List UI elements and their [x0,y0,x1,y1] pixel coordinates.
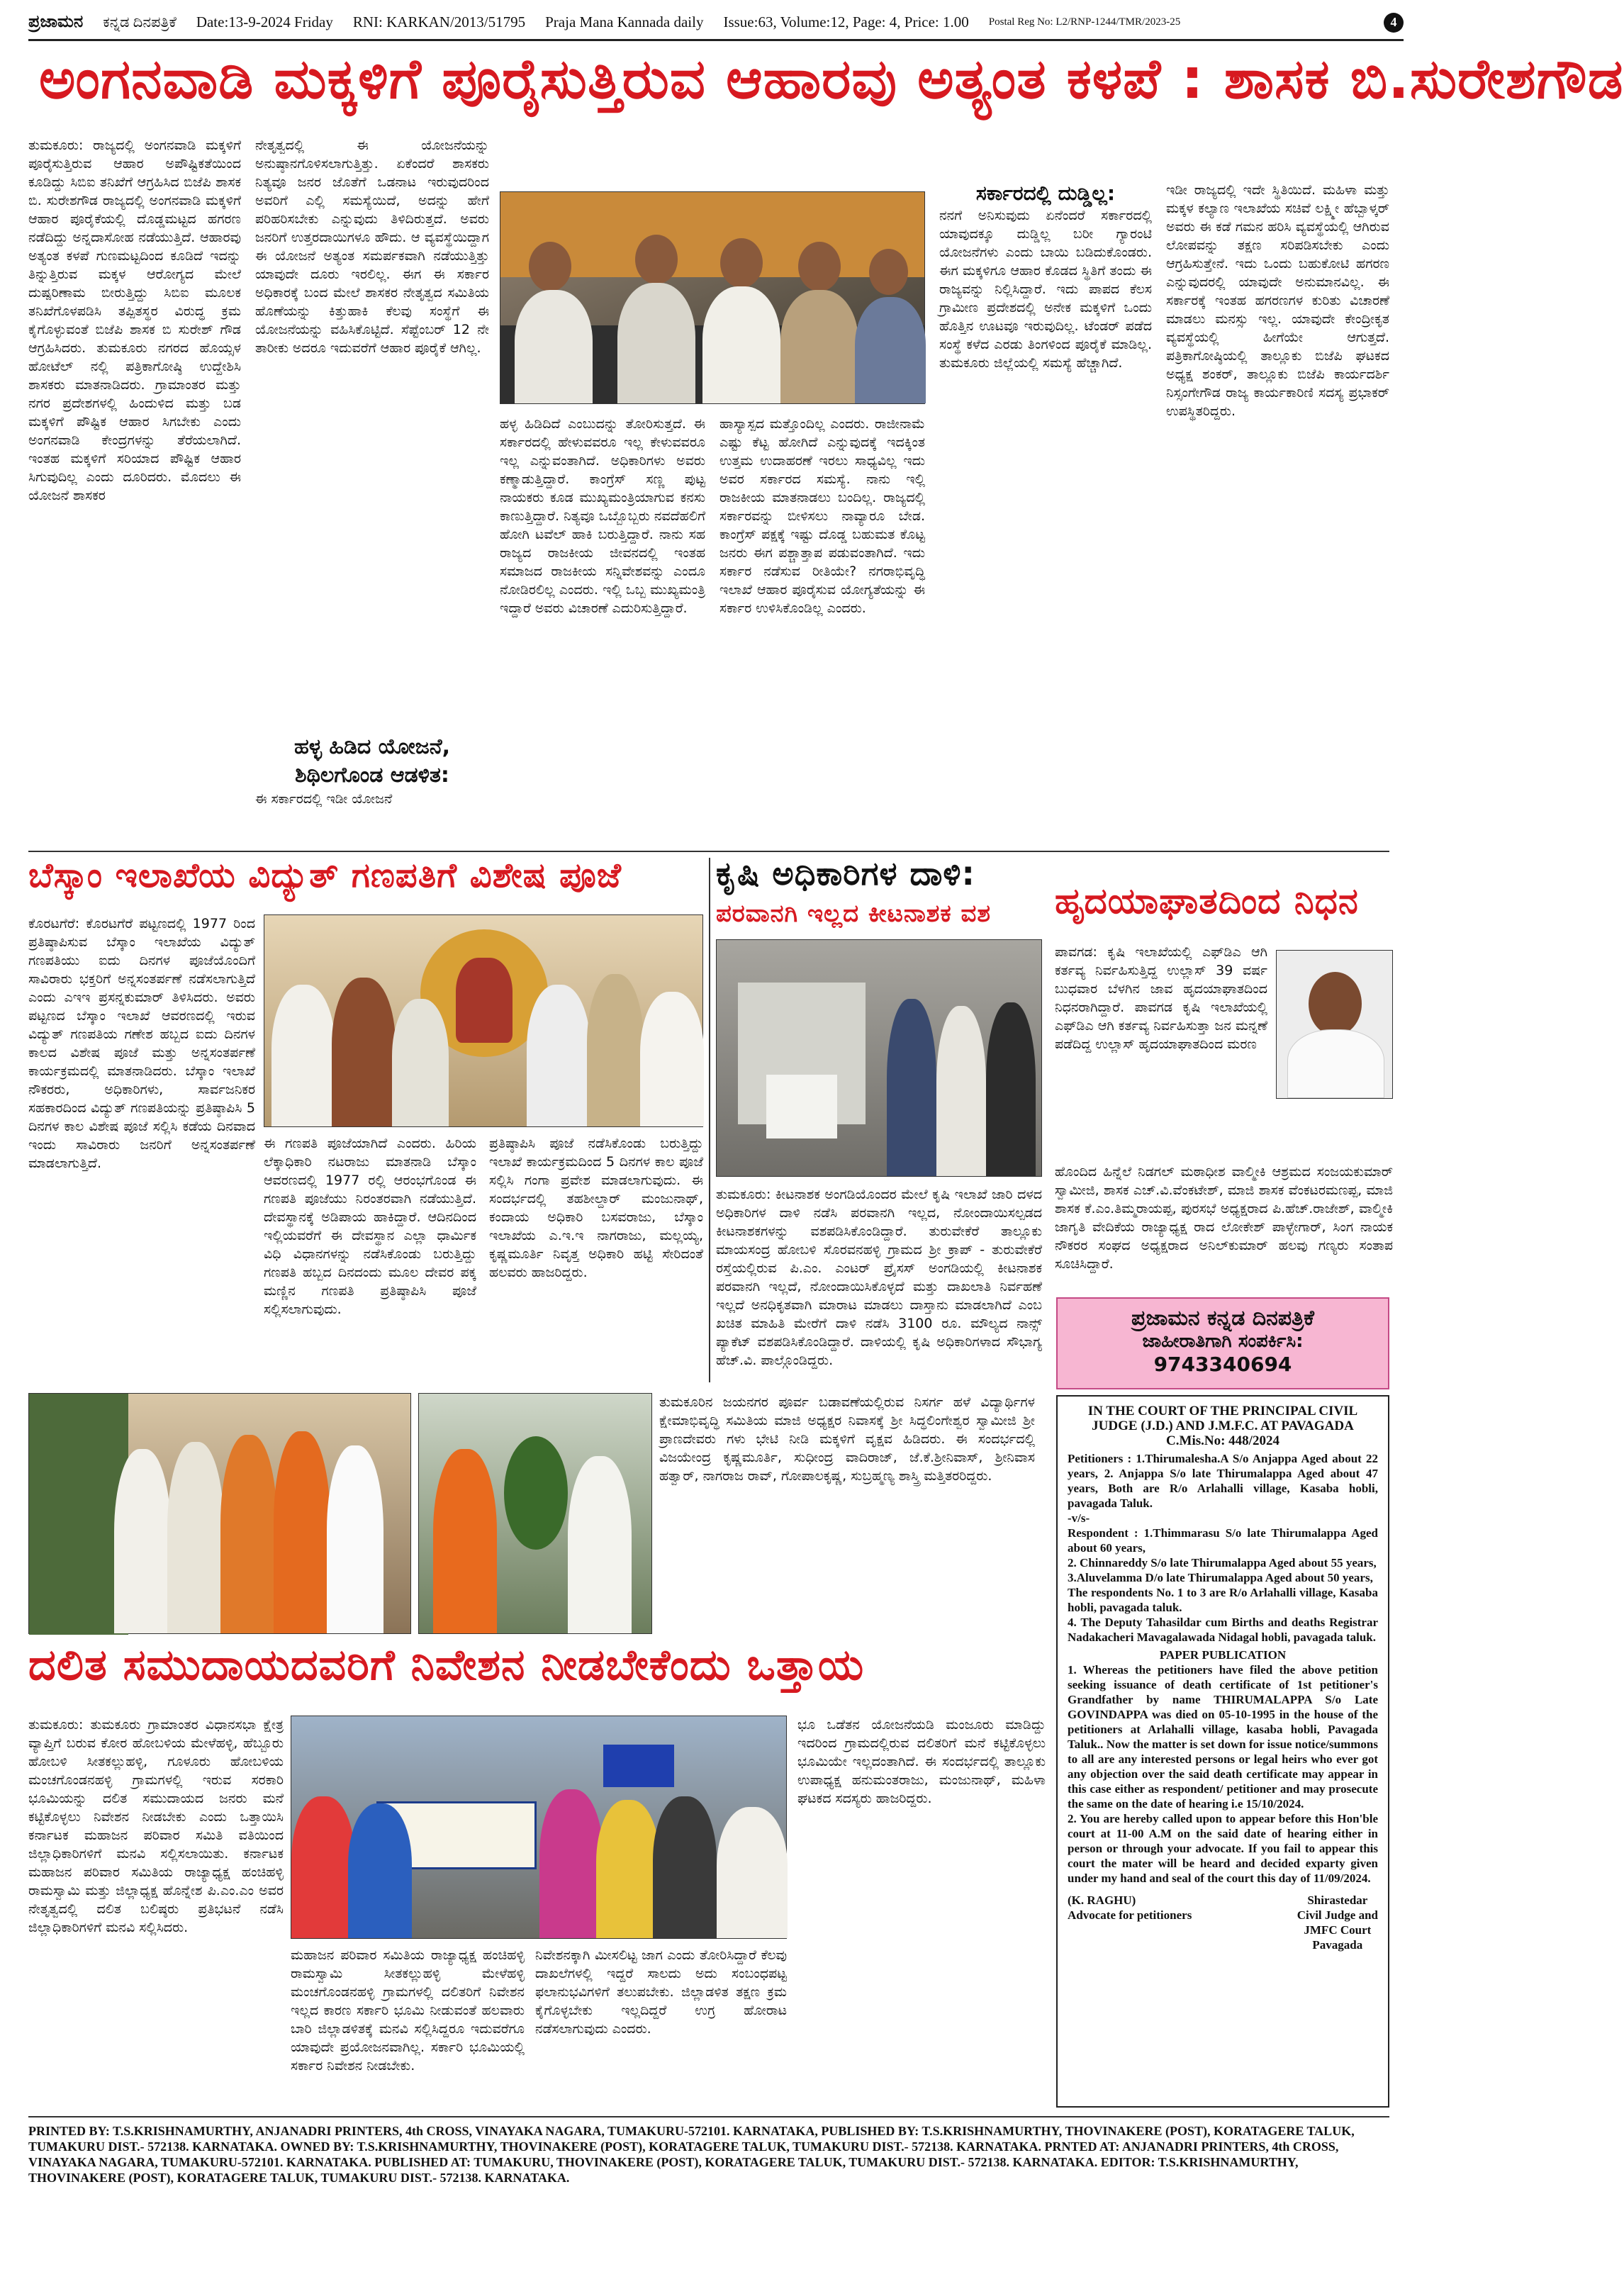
main-story-col-2: ನೇತೃತ್ವದಲ್ಲಿ ಈ ಯೋಜನೆಯನ್ನು ಅನುಷ್ಠಾನಗೊಳಿಸಲಾಗುತ್ತಿತ್ತು. ಏಕೆಂದರೆ ಶಾಸಕರು ನಿತ್ಯವೂ ಜನರ ಜೊತೆಗೆ ಒಡನಾಟ ಇರುವುದರಿಂದ ಅವರಿಗೆ ಎಲ್ಲಿ ಸಮಸ್ಯೆಯಿದೆ, ಅದನ್ನು ಹೇಗೆ ಪರಿಹರಿಸಬೇಕು ಎನ್ನುವುದು ತಿಳಿದಿರುತ್ತದೆ. ಅವರು ಜನರಿಗೆ ಉತ್ತರದಾಯಿಗಳೂ ಹೌದು. ಆ ವ್ಯವಸ್ಥೆಯಿದ್ದಾಗ ಈ ಯೋಜನೆ ಅತ್ಯಂತ ಸಮರ್ಪಕವಾಗಿ ನಡೆಯುತ್ತಿತ್ತು ಯಾವುದೇ ದೂರು ಇರಲಿಲ್ಲ. ಈಗ ಈ ಸರ್ಕಾರ ಅಧಿಕಾರಕ್ಕೆ ಬಂದ ಮೇಲೆ ಶಾಸಕರ ನೇತೃತ್ವದ ಸಮಿತಿಯ ಹೊಣೆಯನ್ನು ಕಿತ್ತುಹಾಕಿ ಕೆಲವು ಸಂಸ್ಥೆಗೆ ಈ ಯೋಜನೆಯನ್ನು ವಹಿಸಿಕೊಟ್ಟಿದೆ. ಸೆಪ್ಟೆಂಬರ್ 12 ನೇ ತಾರೀಕು ಅದರೂ ಇದುವರೆಗೆ ಆಹಾರ ಪೂರೈಕೆ ಆಗಿಲ್ಲ. [255,138,489,356]
main-story-col-4: ಹಾಸ್ಯಾಸ್ಪದ ಮತ್ತೊಂದಿಲ್ಲ ಎಂದರು. ರಾಜೀನಾಮೆ ಎಷ್ಟು ಕೆಟ್ಟ ಹೋಗಿದೆ ಎನ್ನುವುದಕ್ಕೆ ಇದಕ್ಕಿಂತ ಉತ್ತಮ ಉದಾಹರಣೆ ಇರಲು ಸಾಧ್ಯವಿಲ್ಲ ಇದು ಅವರ ಸರ್ಕಾರದ ಸಮಸ್ಯೆ. ನಾನು ಇಲ್ಲಿ ರಾಜಕೀಯ ಮಾತನಾಡಲು ಬಂದಿಲ್ಲ. ರಾಜ್ಯದಲ್ಲಿ ಸರ್ಕಾರವನ್ನು ಬೀಳಿಸಲು ನಾವ್ಯಾರೂ ಬೇಡ. ಕಾಂಗ್ರೆಸ್ ಪಕ್ಷಕ್ಕೆ ಇಷ್ಟು ದೊಡ್ಡ ಬಹುಮತ ಕೊಟ್ಟ ಜನರು ಈಗ ಪಶ್ಚಾತ್ತಾಪ ಪಡುವಂತಾಗಿದೆ. ಇದು ಸರ್ಕಾರ ನಡೆಸುವ ರೀತಿಯೇ? ನಗರಾಭಿವೃದ್ಧಿ ಇಲಾಖೆ ಆಹಾರ ಪೂರೈಸುವ ಯೋಗ್ಯತೆಯನ್ನು ಈ ಸರ್ಕಾರ ಉಳಿಸಿಕೊಂಡಿಲ್ಲ ಎಂದರು. [719,416,925,616]
advocate-name: (K. RAGHU) [1068,1893,1136,1907]
advocate-role: Advocate for petitioners [1068,1908,1192,1922]
court-notice [1056,1395,1389,2108]
paper-name: Praja Mana Kannada daily [545,13,704,30]
postal-reg: Postal Reg No: L2/RNP-1244/TMR/2023-25 [988,16,1181,28]
agri-body-part-1: ತುಮಕೂರು: ಕೀಟನಾಶಕ ಅಂಗಡಿಯೊಂದರ ಮೇಲೆ ಕೃಷಿ ಇಲಾಖೆ ಜಾರಿ ದಳದ ಅಧಿಕಾರಿಗಳ ದಾಳಿ ನಡೆಸಿ ಪರವಾನಗಿ ಇಲ್ಲದ, ನೋಂದಾಯಿಸಲ್ಪಡದ ಕೀಟನಾಶಕಗಳನ್ನು ವಶಪಡಿಸಿಕೊಂಡಿದ್ದಾರೆ. ತುರುವೇಕೆರೆ ತಾಲ್ಲೂಕು ಮಾಯಸಂದ್ರ ಹೋಬಳಿ ಸೊರವನಹಳ್ಳಿ ಗ್ರಾಮದ ಶ್ರೀ ಕ್ರಾಪ್ - ತುರುವೇಕೆರೆ ರಸ್ತೆಯಲ್ಲಿರುವ ಪಿ.ಎಂ. ಎಂಟರ್ ಪ್ರೈಸಸ್ ಅಂಗಡಿಯಲ್ಲಿ ಕೀಟನಾಶಕ ಪರವಾನಗಿ ಇಲ್ಲದೆ, ನೋಂದಾಯಿಸಿಕೊಳ್ಳದೆ ಮತ್ತು ದಾಖಲಾತಿ ನಿರ್ವಹಣೆ ಇಲ್ಲದೆ ಅನಧಿಕೃತವಾಗಿ ಮಾರಾಟ ಮಾಡಲು ದಾಸ್ತಾನು ಮಾಡಲಾಗಿದೆ ಎಂಬ ಖಚಿತ ಮಾಹಿತಿ ಮೇರೆಗೆ ದಾಳಿ ನಡೆಸಿ 3100 ರೂ. ಮೌಲ್ಯದ ನಾನ್ಸ್ ಪ್ಯಾಕೆಟ್ ವಶಪಡಿಸಿಕೊಂಡಿದ್ದಾರೆ. ದಾಳಿಯಲ್ಲಿ ಕೃಷಿ ಅಧಿಕಾರಿಗಳಾದ ಸೌಭಾಗ್ಯ ಹೆಚ್.ವಿ. ಪಾಲ್ಗೊಂಡಿದ್ದರು. [716,1187,1042,1368]
ad-line-2: ಜಾಹೀರಾತಿಗಾಗಿ ಸಂಪರ್ಕಿಸಿ: [1142,1331,1304,1352]
swamiji-visit-photo [28,1393,411,1634]
court-vs: -v/s- [1068,1511,1090,1525]
court-clerk: Shirastedar Civil Judge and JMFC Court Pavagada [1297,1893,1378,1952]
court-petitioners: Petitioners : 1.Thirumalesha.A S/o Anjappa Aged about 22 years, 2. Anjappa S/o late Thirumalappa Aged about 47 years, Both are R/o Arlahalli village, Kasaba hobli, pavagada Taluk. [1068,1452,1378,1510]
main-story-col-6: ಇಡೀ ರಾಜ್ಯದಲ್ಲಿ ಇದೇ ಸ್ಥಿತಿಯಿದೆ. ಮಹಿಳಾ ಮತ್ತು ಮಕ್ಕಳ ಕಲ್ಯಾಣ ಇಲಾಖೆಯ ಸಚಿವೆ ಲಕ್ಷ್ಮೀ ಹೆಬ್ಬಾಳ್ಕರ್ ಅವರು ಈ ಕಡೆ ಗಮನ ಹರಿಸಿ ವ್ಯವಸ್ಥೆಯಲ್ಲಿ ಆಗಿರುವ ಲೋಪವನ್ನು ತಕ್ಷಣ ಸರಿಪಡಿಸಬೇಕು ಎಂದು ಆಗ್ರಹಿಸುತ್ತೇನೆ. ಇದು ಒಂದು ಬಹುಕೋಟಿ ಹಗರಣ ಎನ್ನುವುದರಲ್ಲಿ ಯಾವುದೇ ಅನುಮಾನವಿಲ್ಲ. ಈ ಸರ್ಕಾರಕ್ಕೆ ಇಂತಹ ಹಗರಣಗಳ ಕುರಿತು ವಿಚಾರಣೆ ಮಾಡಲು ಮನಸ್ಸು ಇಲ್ಲ. ಯಾವುದೇ ಕೇಂದ್ರೀಕೃತ ವ್ಯವಸ್ಥೆಯಲ್ಲಿ ಹೀಗೆಯೇ ಆಗುತ್ತದೆ. ಪತ್ರಿಕಾಗೋಷ್ಠಿಯಲ್ಲಿ ತಾಲ್ಲೂಕು ಬಿಜೆಪಿ ಘಟಕದ ಅಧ್ಯಕ್ಷ ಶಂಕರ್, ತಾಲ್ಲೂಕು ಬಿಜೆಪಿ ಕಾರ್ಯದರ್ಶಿ ನಿಸ್ಸಂಗೇಗೌಡ ರಾಜ್ಯ ಕಾರ್ಯಕಾರಿಣಿ ಸದಸ್ಯ ಪ್ರಭಾಕರ್ ಉಪಸ್ಥಿತರಿದ್ದರು. [1166,182,1389,419]
court-advocate [1068,1893,1192,1952]
rni-number: RNI: KARKAN/2013/51795 [352,13,526,30]
obituary-bottom-text: ಹೊಂದಿದ ಹಿನ್ನೆಲೆ ನಿಡಗಲ್ ಮಠಾಧೀಶ ವಾಲ್ಮೀಕಿ ಆಶ್ರಮದ ಸಂಜಯಕುಮಾರ್ ಸ್ವಾಮೀಜಿ, ಶಾಸಕ ಎಚ್.ವಿ.ವೆಂಕಟೇಶ್, ಮಾಜಿ ಶಾಸಕ ವೆಂಕಟರಮಣಪ್ಪ, ಮಾಜಿ ಶಾಸಕ ಕೆ.ಎಂ.ತಿಮ್ಮರಾಯಪ್ಪ, ಪುರಸಭೆ ಅಧ್ಯಕ್ಷರಾದ ಪಿ.ಹೆಚ್.ರಾಜೇಶ್, ವಾಲ್ಮೀಕಿ ಜಾಗೃತಿ ವೇದಿಕೆಯ ರಾಜ್ಯಾಧ್ಯಕ್ಷ ರಾದ ಲೋಕೇಶ್ ಪಾಳ್ಳೇಗಾರ್, ಸಿಂಗ ನಾಯಕ ನೌಕರರ ಸಂಘದ ಅಧ್ಯಕ್ಷರಾದ ಅನಿಲ್‌ಕುಮಾರ್ ಹಲವು ಗಣ್ಯರು ಸಂತಾಪ ಸೂಚಿಸಿದ್ದಾರೆ. [1055,1164,1393,1272]
main-story-col-1: ತುಮಕೂರು: ರಾಜ್ಯದಲ್ಲಿ ಅಂಗನವಾಡಿ ಮಕ್ಕಳಿಗೆ ಪೂರೈಸುತ್ತಿರುವ ಆಹಾರ ಅಪೌಷ್ಟಿಕತೆಯಿಂದ ಕೂಡಿದ್ದು ಸಿಬಿಐ ತನಿಖೆಗೆ ಆಗ್ರಹಿಸಿದ ಬಿಜೆಪಿ ಶಾಸಕ ಬಿ. ಸುರೇಶಗೌಡ ರಾಜ್ಯದಲ್ಲಿ ಅಂಗನವಾಡಿ ಮಕ್ಕಳಿಗೆ ಆಹಾರ ಪೂರೈಕೆಯಲ್ಲಿ ದೊಡ್ಡಮಟ್ಟದ ಹಗರಣ ನಡೆದಿದ್ದು ಅನ್ನದಾಸೋಹ ನಡೆಯುತ್ತಿದೆ. ಆಹಾರವು ಅತ್ಯಂತ ಕಳಪೆ ಗುಣಮಟ್ಟದಿಂದ ಕೂಡಿದೆ ಇದನ್ನು ತಿನ್ನುತ್ತಿರುವ ಮಕ್ಕಳ ಆರೋಗ್ಯದ ಮೇಲೆ ದುಷ್ಪರಿಣಾಮ ಬೀರುತ್ತಿದ್ದು ಸಿಬಿಐ ಮೂಲಕ ತನಿಖೆಗೊಳಪಡಿಸಿ ತಪ್ಪಿತಸ್ಥರ ವಿರುದ್ಧ ಕ್ರಮ ಕೈಗೊಳ್ಳುವಂತೆ ಬಿಜೆಪಿ ಶಾಸಕ ಬಿ ಸುರೇಶ್ ಗೌಡ ಆಗ್ರಹಿಸಿದರು. ತುಮಕೂರು ನಗರದ ಹೊಯ್ಸಳ ಹೋಟೆಲ್ ನಲ್ಲಿ ಪತ್ರಿಕಾಗೋಷ್ಠಿ ಉದ್ದೇಶಿಸಿ ಶಾಸಕರು ಮಾತನಾಡಿದರು. ಗ್ರಾಮಾಂತರ ಮತ್ತು ನಗರ ಪ್ರದೇಶಗಳಲ್ಲಿ ಹಿಂದುಳಿದ ಮತ್ತು ಬಡ ಮಕ್ಕಳಿಗೆ ಪೌಷ್ಟಿಕ ಆಹಾರ ಸಿಗಬೇಕು ಎಂದು ಅಂಗನವಾಡಿ ಕೇಂದ್ರಗಳನ್ನು ತೆರೆಯಲಾಗಿದೆ. ಇಂತಹ ಮಕ್ಕಳಿಗೆ ಸರಿಯಾದ ಪೌಷ್ಟಿಕ ಆಹಾರ ಸಿಗುವುದಿಲ್ಲ ಎಂದು ದೂರಿದರು. ಮೊದಲು ಈ ಯೋಜನೆ ಶಾಸಕರ [28,138,241,503]
press-meet-photo [500,191,925,404]
main-story-col-2-wrap [255,136,489,845]
agri-headline: ಕೃಷಿ ಅಧಿಕಾರಿಗಳ ದಾಳಿ: [716,854,975,893]
dalit-col-2: ಮಹಾಜನ ಪರಿವಾರ ಸಮಿತಿಯ ರಾಜ್ಯಾಧ್ಯಕ್ಷ ಹಂಚಿಹಳ್ಳಿ ರಾಮಸ್ವಾಮಿ ಸೀತಕಲ್ಲುಹಳ್ಳಿ ಮೇಳೆಹಳ್ಳಿ ಮಂಚಗೊಂಡನಹಳ್ಳಿ ಗ್ರಾಮಗಳಲ್ಲಿ ದಲಿತರಿಗೆ ನಿವೇಶನ ಇಲ್ಲದ ಕಾರಣ ಸರ್ಕಾರಿ ಭೂಮಿ ನೀಡುವಂತೆ ಹಲವಾರು ಬಾರಿ ಜಿಲ್ಲಾಡಳಿತಕ್ಕೆ ಮನವಿ ಸಲ್ಲಿಸಿದ್ದರೂ ಇದುವರೆಗೂ ಯಾವುದೇ ಪ್ರಯೋಜನವಾಗಿಲ್ಲ. ಸರ್ಕಾರಿ ಭೂಮಿಯಲ್ಲಿ ಸರ್ಕಾರ ನಿವೇಶನ ನೀಡಬೇಕು. [291,1947,525,2074]
dalit-headline: ದಲಿತ ಸಮುದಾಯದವರಿಗೆ ನಿವೇಶನ ನೀಡಬೇಕೆಂದು ಒತ್ತಾಯ [28,1640,865,1690]
court-signatures [1068,1893,1378,1952]
main-story-col5-subhead: ಸರ್ಕಾರದಲ್ಲಿ ದುಡ್ಡಿಲ್ಲ: [975,181,1116,205]
court-publication-body: 1. Whereas the petitioners have filed the above petition seeking issuance of death certificate of 1st petitioner's Grandfather by name THIRUMALAPPA S/o Late GOVINDAPPA was died on 05-10-1995 in the house of the petitioners at Arlahalli village, kasaba hobli, Pavagada Taluk.. Now the matter is set down for issue notice/summons to all are any interested persons or legal heirs who ever got any objection over the said death certificate may appear in this case either as respondent/ petitioner and may prosecute the same on the date of hearing i.e 15/10/2024. 2. You are hereby called upon to appear before this Hon'ble court at 11-00 A.M on the said date of hearing either in person or through your advocate. If you fail to appear this court the mater will be heard and decided exparty given under my hand and seal of the court this day of 11/09/2024. [1068,1663,1378,1885]
bescom-col-3: ಪ್ರತಿಷ್ಠಾಪಿಸಿ ಪೂಜೆ ನಡೆಸಿಕೊಂಡು ಬರುತ್ತಿದ್ದು ಇಲಾಖೆ ಕಾರ್ಯಕ್ರಮದಿಂದ 5 ದಿನಗಳ ಕಾಲ ಪೂಜೆ ಸಲ್ಲಿಸಿ ಗಂಗಾ ಪ್ರವೇಶ ಮಾಡಲಾಗುವುದು. ಈ ಸಂದರ್ಭದಲ್ಲಿ ತಹಶೀಲ್ದಾರ್ ಮಂಜುನಾಥ್, ಕಂದಾಯ ಅಧಿಕಾರಿ ಬಸವರಾಜು, ಬೆಸ್ಕಾಂ ಇಲಾಖೆಯ ಎ.ಇ.ಇ ನಾಗರಾಜು, ಮಲ್ಲಯ್ಯ, ಕೃಷ್ಣಮೂರ್ತಿ ನಿವೃತ್ತ ಅಧಿಕಾರಿ ಹಟ್ಟಿ ಸೇರಿದಂತೆ ಹಲವರು ಹಾಜರಿದ್ದರು. [489,1136,703,1280]
dalit-col-3: ನಿವೇಶನಕ್ಕಾಗಿ ಮೀಸಲಿಟ್ಟ ಜಾಗ ಎಂದು ತೋರಿಸಿದ್ದಾರೆ ಕೆಲವು ದಾಖಲೆಗಳಲ್ಲಿ ಇದ್ದರೆ ಸಾಲದು ಅದು ಸಂಬಂಧಪಟ್ಟ ಫಲಾನುಭವಿಗಳಿಗೆ ತಲುಪಬೇಕು. ಜಿಲ್ಲಾಡಳಿತ ತಕ್ಷಣ ಕ್ರಮ ಕೈಗೊಳ್ಳಬೇಕು ಇಲ್ಲದಿದ್ದರೆ ಉಗ್ರ ಹೋರಾಟ ನಡೆಸಲಾಗುವುದು ಎಂದರು. [535,1947,787,2037]
court-case-number: C.Mis.No: 448/2024 [1166,1433,1279,1448]
brand-tagline: ಕನ್ನಡ ದಿನಪತ್ರಿಕೆ [103,13,177,30]
main-story-subhead: ಹಳ್ಳ ಹಿಡಿದ ಯೋಜನೆ, ಶಿಥಿಲಗೊಂಡ ಆಡಳಿತ: [293,734,451,788]
main-story-col-5: ನನಗೆ ಅನಿಸುವುದು ಏನೆಂದರೆ ಸರ್ಕಾರದಲ್ಲಿ ಯಾವುದಕ್ಕೂ ದುಡ್ಡಿಲ್ಲ ಬರೀ ಗ್ಯಾರಂಟಿ ಯೋಜನೆಗಳು ಎಂದು ಬಾಯಿ ಬಡಿದುಕೊಂಡರು. ಈಗ ಮಕ್ಕಳಿಗೂ ಆಹಾರ ಕೊಡದ ಸ್ಥಿತಿಗೆ ತಂದು ಈ ರಾಜ್ಯವನ್ನು ನಿಲ್ಲಿಸಿದ್ದಾರೆ. ಇದು ಪಾಪದ ಕೆಲಸ ಗ್ರಾಮೀಣ ಪ್ರದೇಶದಲ್ಲಿ ಅನೇಕ ಮಕ್ಕಳಿಗೆ ಒಂದು ಹೊತ್ತಿನ ಊಟವೂ ಇರುವುದಿಲ್ಲ. ಟೆಂಡರ್ ಪಡೆದ ಸಂಸ್ಥೆ ಕಳೆದ ಎರಡು ತಿಂಗಳಿಂದ ಪೂರೈಕೆ ಮಾಡಿಲ್ಲ. ತುಮಕೂರು ಜಿಲ್ಲೆಯಲ್ಲಿ ಸಮಸ್ಯೆ ಹೆಚ್ಚಾಗಿದೆ. [939,208,1152,371]
main-story-col-3: ಹಳ್ಳ ಹಿಡಿದಿದೆ ಎಂಬುದನ್ನು ತೋರಿಸುತ್ತದೆ. ಈ ಸರ್ಕಾರದಲ್ಲಿ ಹೇಳುವವರೂ ಇಲ್ಲ ಕೇಳುವವರೂ ಇಲ್ಲ ಎನ್ನುವಂತಾಗಿದೆ. ಅಧಿಕಾರಿಗಳು ಅವರು ಕಣ್ಮಾಡುತ್ತಿದ್ದಾರೆ. ಕಾಂಗ್ರೆಸ್ ಸಣ್ಣ ಪುಟ್ಟ ನಾಯಕರು ಕೂಡ ಮುಖ್ಯಮಂತ್ರಿಯಾಗುವ ಕನಸು ಕಾಣುತ್ತಿದ್ದಾರೆ. ನಿತ್ಯವೂ ಒಬ್ಬೊಬ್ಬರು ನವದೆಹಲಿಗೆ ಹೋಗಿ ಟವೆಲ್ ಹಾಕಿ ಬರುತ್ತಿದ್ದಾರೆ. ನಾನು ಸಹ ರಾಜ್ಯದ ರಾಜಕೀಯ ಜೀವನದಲ್ಲಿ ಇಂತಹ ಸಮಾಜದ ರಾಜಕೀಯ ಸನ್ನಿವೇಶವನ್ನು ಎಂದೂ ನೋಡಿರಲಿಲ್ಲ ಎಂದರು. ಇಲ್ಲಿ ಒಬ್ಬ ಮುಖ್ಯಮಂತ್ರಿ ಇದ್ದಾರೆ ಅವರು ವಿಚಾರಣೆ ಎದುರಿಸುತ್ತಿದ್ದಾರೆ. [500,416,705,616]
agri-subheadline: ಪರವಾನಗಿ ಇಲ್ಲದ ಕೀಟನಾಶಕ ವಶ [716,900,991,928]
ad-line-1: ಪ್ರಜಾಮನ ಕನ್ನಡ ದಿನಪತ್ರಿಕೆ [1131,1306,1314,1331]
ganesha-puja-photo [264,914,703,1127]
dalit-col-4: ಭೂ ಒಡೆತನ ಯೋಜನೆಯಡಿ ಮಂಜೂರು ಮಾಡಿದ್ದು ಇದರಿಂದ ಗ್ರಾಮದಲ್ಲಿರುವ ದಲಿತರಿಗೆ ಮನೆ ಕಟ್ಟಿಕೊಳ್ಳಲು ಭೂಮಿಯೇ ಇಲ್ಲದಂತಾಗಿದೆ. ಈ ಸಂದರ್ಭದಲ್ಲಿ ತಾಲ್ಲೂಕು ಉಪಾಧ್ಯಕ್ಷ ಹನುಮಂತರಾಜು, ಮಂಜುನಾಥ್, ಮಹಿಳಾ ಘಟಕದ ಸದಸ್ಯರು ಹಾಜರಿದ್ದರು. [797,1717,1046,1806]
advertisement-box [1056,1297,1389,1389]
masthead [28,6,1404,41]
deceased-portrait [1276,950,1393,1099]
bescom-headline: ಬೆಸ್ಕಾಂ ಇಲಾಖೆಯ ವಿದ್ಯುತ್ ಗಣಪತಿಗೆ ವಿಶೇಷ ಪೂಜೆ [28,856,622,895]
pesticide-raid-photo [716,939,1042,1177]
issue-info: Issue:63, Volume:12, Page: 4, Price: 1.00 [723,13,969,30]
obituary-top-text: ಪಾವಗಡ: ಕೃಷಿ ಇಲಾಖೆಯಲ್ಲಿ ಎಫ್‌ಡಿಎ ಆಗಿ ಕರ್ತವ್ಯ ನಿರ್ವಹಿಸುತ್ತಿದ್ದ ಉಲ್ಲಾಸ್ 39 ವರ್ಷ ಬುಧವಾರ ಬೆಳಗಿನ ಜಾವ ಹೃದಯಾಘಾತದಿಂದ ನಿಧನರಾಗಿದ್ದಾರೆ. ಪಾವಗಡ ಕೃಷಿ ಇಲಾಖೆಯಲ್ಲಿ ಎಫ್‌ಡಿಎ ಆಗಿ ಕರ್ತವ್ಯ ನಿರ್ವಹಿಸುತ್ತಾ ಜನ ಮನ್ನಣೆ ಪಡೆದಿದ್ದ ಉಲ್ಲಾಸ್ ಹೃದಯಾಘಾತದಿಂದ ಮರಣ [1055,944,1267,1052]
court-title: IN THE COURT OF THE PRINCIPAL CIVIL JUDGE (J.D.) AND J.M.F.C. AT PAVAGADA [1087,1404,1358,1433]
swamiji-story-body: ತುಮಕೂರಿನ ಜಯನಗರ ಪೂರ್ವ ಬಡಾವಣೆಯಲ್ಲಿರುವ ನಿಸರ್ಗ ಹಳೆ ವಿದ್ಯಾರ್ಥಿಗಳ ಕ್ಷೇಮಾಭಿವೃದ್ಧಿ ಸಮಿತಿಯ ಮಾಜಿ ಅಧ್ಯಕ್ಷರ ನಿವಾಸಕ್ಕೆ ಶ್ರೀ ಸಿದ್ಧಲಿಂಗೇಶ್ವರ ಸ್ವಾಮೀಜಿ ಶ್ರೀ ಪ್ರಾಣದೇವರು ಗಳು ಭೇಟಿ ನೀಡಿ ಮಕ್ಕಳಿಗೆ ವೃಕ್ಷವ ಹಿಡಿದರು. ಈ ಸಂದರ್ಭದಲ್ಲಿ ವಿಜಯೇಂದ್ರ ಕೃಷ್ಣಮೂರ್ತಿ, ಸುಧೀಂದ್ರ ವಾದಿರಾಜ್, ಜೆ.ಕೆ.ಶ್ರೀನಿವಾಸ್, ಶ್ರೀನಿವಾಸ ಹತ್ವಾರ್, ನಾಗರಾಜ ರಾವ್, ಗೋಪಾಲಕೃಷ್ಣ, ಸುಬ್ರಹ್ಮಣ್ಯ ಶಾಸ್ತ್ರಿ ಮತ್ತಿತರರಿದ್ದರು. [659,1394,1035,1484]
bescom-col-1: ಕೊರಟಗೆರೆ: ಕೊರಟಗೆರೆ ಪಟ್ಟಣದಲ್ಲಿ 1977 ರಿಂದ ಪ್ರತಿಷ್ಠಾಪಿಸುವ ಬೆಸ್ಕಾಂ ಇಲಾಖೆಯ ವಿದ್ಯುತ್ ಗಣಪತಿಯು ಐದು ದಿನಗಳ ಪೂಜೆಯೊಂದಿಗೆ ಸಾವಿರಾರು ಭಕ್ತರಿಗೆ ಅನ್ನಸಂತರ್ಪಣೆ ನಡೆಸಲಾಗುತ್ತಿದೆ ಎಂದು ಎಇಇ ಪ್ರಸನ್ನಕುಮಾರ್ ತಿಳಿಸಿದರು. ಅವರು ಪಟ್ಟಣದ ಬೆಸ್ಕಾಂ ಇಲಾಖೆ ಆವರಣದಲ್ಲಿ ಇರುವ ವಿದ್ಯುತ್ ಗಣಪತಿಯ ಗಣೇಶ ಹಬ್ಬದ ಐದು ದಿನಗಳ ಕಾಲದ ವಿಶೇಷ ಪೂಜೆ ಮತ್ತು ಅನ್ನಸಂತರ್ಪಣೆ ಕಾರ್ಯಕ್ರಮದಲ್ಲಿ ಮಾತನಾಡಿದರು. ಬೆಸ್ಕಾಂ ಇಲಾಖೆ ನೌಕರರು, ಅಧಿಕಾರಿಗಳು, ಸಾರ್ವಜನಿಕರ ಸಹಕಾರದಿಂದ ವಿದ್ಯುತ್ ಗಣಪತಿಯನ್ನು ಪ್ರತಿಷ್ಠಾಪಿಸಿ 5 ದಿನಗಳ ಕಾಲ ವಿಶೇಷ ಪೂಜೆ ಸಲ್ಲಿಸಿ ಕಡೆಯ ದಿನವಾದ ಇಂದು ಸಾವಿರಾರು ಜನರಿಗೆ ಅನ್ನಸಂತರ್ಪಣೆ ಮಾಡಲಾಗುತ್ತಿದೆ. [28,916,255,1171]
main-headline: ಅಂಗನವಾಡಿ ಮಕ್ಕಳಿಗೆ ಪೂರೈಸುತ್ತಿರುವ ಆಹಾರವು ಅತ್ಯಂತ ಕಳಪೆ : ಶಾಸಕ ಬಿ.ಸುರೇಶಗೌಡ [39,47,1624,111]
section-divider [28,851,1389,852]
court-respondents: Respondent : 1.Thimmarasu S/o late Thirumalappa Aged about 60 years, 2. Chinnareddy S/o late Thirumalappa Aged about 55 years, 3.Aluvelamma D/o late Thirumalappa Aged about 50 years, The respondents No. 1 to 3 are R/o Arlahalli village, Kasaba hobli, pavagada taluk. 4. The Deputy Tahasildar cum Births and deaths Registrar Nadakacheri Mavagalawada Nidagal hobli, pavagada taluk. [1068,1526,1378,1644]
page-number: 4 [1384,13,1404,33]
issue-date: Date:13-9-2024 Friday [196,13,333,30]
main-story-col-5-wrap [939,181,1152,847]
court-publication-title: PAPER PUBLICATION [1159,1648,1287,1662]
main-story-col-2-tail: ಈ ಸರ್ಕಾರದಲ್ಲಿ ಇಡೀ ಯೋಜನೆ [255,791,393,807]
column-divider [709,858,710,1382]
obituary-headline: ಹೃದಯಾಘಾತದಿಂದ ನಿಧನ [1055,880,1359,922]
ad-phone: 9743340694 [1153,1353,1292,1376]
bescom-col-2: ಈ ಗಣಪತಿ ಪೂಜೆಯಾಗಿದೆ ಎಂದರು. ಹಿರಿಯ ಲೆಕ್ಕಾಧಿಕಾರಿ ನಟರಾಜು ಮಾತನಾಡಿ ಬೆಸ್ಕಾಂ ಆವರಣದಲ್ಲಿ 1977 ರಲ್ಲಿ ಆರಂಭಗೊಂಡ ಈ ಗಣಪತಿ ಪೂಜೆಯು ನಿರಂತರವಾಗಿ ನಡೆಯುತ್ತಿದೆ. ದೇವಸ್ಥಾನಕ್ಕೆ ಅಡಿಪಾಯ ಹಾಕಿದ್ದಾರೆ. ಆದಿನದಿಂದ ಇಲ್ಲಿಯವರೆಗೆ ಈ ದೇವಸ್ಥಾನ ಎಲ್ಲಾ ಧಾರ್ಮಿಕ ವಿಧಿ ವಿಧಾನಗಳನ್ನು ನಡೆಸಿಕೊಂಡು ಬರುತ್ತಿದ್ದು ಗಣಪತಿ ಹಬ್ಬದ ದಿನದಂದು ಮೂಲ ದೇವರ ಪಕ್ಕ ಮಣ್ಣಿನ ಗಣಪತಿ ಪ್ರತಿಷ್ಠಾಪಿಸಿ ಪೂಜೆ ಸಲ್ಲಿಸಲಾಗುವುದು. [264,1136,476,1317]
dalit-col-1: ತುಮಕೂರು: ತುಮಕೂರು ಗ್ರಾಮಾಂತರ ವಿಧಾನಸಭಾ ಕ್ಷೇತ್ರ ವ್ಯಾಪ್ತಿಗೆ ಬರುವ ಕೋರ ಹೋಬಳಿಯ ಮೇಳೆಹಳ್ಳಿ, ಹೆಬ್ಬೂರು ಹೋಬಳಿ ಸೀತಕಲ್ಲುಹಳ್ಳಿ, ಗೂಳೂರು ಹೋಬಳಿಯ ಮಂಚಗೊಂಡನಹಳ್ಳಿ ಗ್ರಾಮಗಳಲ್ಲಿ ಇರುವ ಸರಕಾರಿ ಭೂಮಿಯನ್ನು ದಲಿತ ಸಮುದಾಯದ ಜನರು ಮನೆ ಕಟ್ಟಿಕೊಳ್ಳಲು ನಿವೇಶನ ನೀಡಬೇಕು ಎಂದು ಒತ್ತಾಯಿಸಿ ಕರ್ನಾಟಕ ಮಹಾಜನ ಪರಿವಾರ ಸಮಿತಿ ವತಿಯಿಂದ ಜಿಲ್ಲಾಧಿಕಾರಿಗಳಿಗೆ ಮನವಿ ಸಲ್ಲಿಸಲಾಯಿತು. ಕರ್ನಾಟಕ ಮಹಾಜನ ಪರಿವಾರ ಸಮಿತಿಯ ರಾಜ್ಯಾಧ್ಯಕ್ಷ ಹಂಚಿಹಳ್ಳಿ ರಾಮಸ್ವಾಮಿ ಮತ್ತು ಜಿಲ್ಲಾಧ್ಯಕ್ಷ ಹೊನ್ನೇಶ ಪಿ.ಎಂ.ಎಂ ಅವರ ನೇತೃತ್ವದಲ್ಲಿ ದಲಿತ ಬಲಿಷ್ಠರು ಪ್ರತಿಭಟನೆ ನಡೆಸಿ ಜಿಲ್ಲಾಧಿಕಾರಿಗಳಿಗೆ ಮನವಿ ಸಲ್ಲಿಸಿದರು. [28,1717,284,1935]
footer-divider [28,2116,1389,2117]
protest-photo [291,1716,787,1939]
print-imprint: PRINTED BY: T.S.KRISHNAMURTHY, ANJANADRI PRINTERS, 4th CROSS, VINAYAKA NAGARA, TUMAKURU-572101. KARNATAKA, PUBLISHED BY: T.S.KRISHNAMURTHY, THOVINAKERE (POST), KORATAGERE TALUK, TUMAKURU DIST.- 572138. KARNATAKA. OWNED BY: T.S.KRISHNAMURTHY, THOVINAKERE (POST), KORATAGERE TALUK, TUMAKURU DIST.- 572138. KARNATAKA. PRNTED AT: ANJANADRI PRINTERS, 4th CROSS, VINAYAKA NAGARA, TUMAKURU-572101. KARNATAKA. PUBLISHED AT: TUMAKURU, THOVINAKERE (POST), KORATAGERE TALUK, TUMAKURU DIST.- 572138. KARNATAKA. EDITOR: T.S.KRISHNAMURTHY, THOVINAKERE (POST), KORATAGERE TALUK, TUMAKURU DIST.- 572138. KARNATAKA. [28,2124,1355,2185]
sapling-planting-photo [418,1393,652,1634]
brand-name: ಪ್ರಜಾಮನ [28,13,84,31]
